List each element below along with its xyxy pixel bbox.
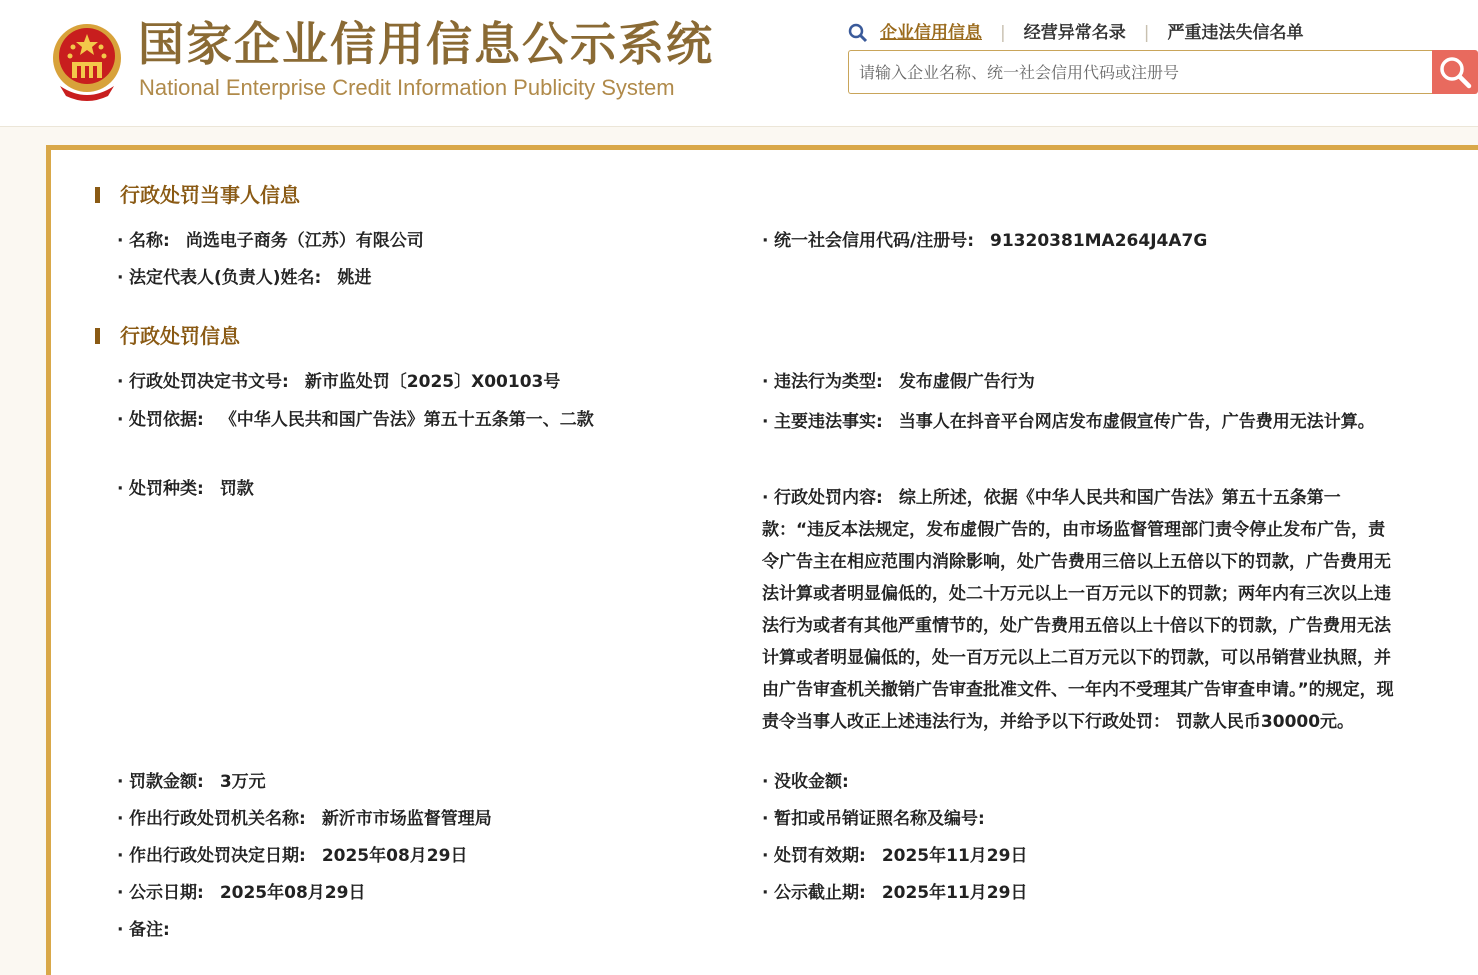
nav-serious-violation[interactable]: 严重违法失信名单	[1167, 23, 1304, 43]
field-name-label: 名称:	[129, 231, 170, 251]
field-authority-value: 新沂市市场监督管理局	[321, 809, 492, 829]
field-valid-period-value: 2025年11月29日	[881, 846, 1028, 866]
field-doc-no-value: 新市监处罚〔2025〕X00103号	[304, 372, 561, 392]
field-license: · 暂扣或吊销证照名称及编号:	[762, 809, 985, 829]
field-decision-date: · 作出行政处罚决定日期: 2025年08月29日	[117, 846, 468, 866]
site-title-en: National Enterprise Credit Information Publicity System	[139, 75, 675, 100]
field-legal-rep-value: 姚进	[337, 268, 372, 288]
field-kind-value: 罚款	[219, 479, 254, 499]
field-publish-date: · 公示日期: 2025年08月29日	[117, 883, 366, 903]
field-facts-label: 主要违法事实:	[774, 412, 883, 432]
field-violation-type-label: 违法行为类型:	[774, 372, 883, 392]
section-marker	[95, 328, 100, 344]
nav-enterprise-credit[interactable]: 企业信用信息	[880, 23, 982, 43]
field-basis-value: 《中华人民共和国广告法》第五十五条第一、二款	[219, 410, 594, 430]
field-kind-label: 处罚种类:	[129, 479, 204, 499]
field-doc-no-label: 行政处罚决定书文号:	[129, 372, 289, 392]
field-violation-type-value: 发布虚假广告行为	[898, 372, 1035, 392]
field-credit-code-value: 91320381MA264J4A7G	[990, 231, 1208, 251]
search-box	[848, 50, 1432, 94]
field-fine-label: 罚款金额:	[129, 772, 204, 792]
field-name-value: 尚选电子商务（江苏）有限公司	[185, 231, 424, 251]
field-violation-type: · 违法行为类型: 发布虚假广告行为	[762, 372, 1035, 392]
nav-divider: |	[1000, 23, 1006, 43]
magnifier-icon	[848, 23, 868, 43]
search-button[interactable]	[1432, 50, 1478, 94]
field-credit-code-label: 统一社会信用代码/注册号:	[774, 231, 975, 251]
field-doc-no: · 行政处罚决定书文号: 新市监处罚〔2025〕X00103号	[117, 372, 561, 392]
field-license-label: 暂扣或吊销证照名称及编号:	[774, 809, 985, 829]
field-content: · 行政处罚内容: 综上所述，依据《中华人民共和国广告法》第五十五条第一款：“违反本法规定，发布虚假广告的，由市场监督管理部门责令停止发布广告，责令广告主在相应范围内消除影响，处广告费用三倍以上五倍以下的罚款，广告费用无法计算或者明显偏低的，处二十万元以上一百万元以下的罚款；两年内有三次以上违法行为或者有其他严重情节的，处广告费用五倍以上十倍以下的罚款，广告费用无法计算或者明显偏低的，处一百万元以上二百万元以下的罚款，可以吊销营业执照，并由广告审查机关撤销广告审查批准文件、一年内不受理其广告审查申请。”的规定，现责令当事人改正上述违法行为，并给予以下行政处罚： 罚款人民币30000元。	[762, 488, 1394, 732]
field-valid-period-label: 处罚有效期:	[774, 846, 866, 866]
field-name: · 名称: 尚选电子商务（江苏）有限公司	[117, 231, 424, 251]
field-decision-date-label: 作出行政处罚决定日期:	[129, 846, 306, 866]
field-publish-date-value: 2025年08月29日	[219, 883, 366, 903]
field-fine-value: 3万元	[219, 772, 266, 792]
section-title-party	[95, 181, 300, 209]
field-basis-label: 处罚依据:	[129, 410, 204, 430]
national-emblem-icon	[48, 20, 126, 102]
nav-divider: |	[1143, 23, 1150, 43]
field-fine: · 罚款金额: 3万元	[117, 772, 266, 792]
field-basis: · 处罚依据: 《中华人民共和国广告法》第五十五条第一、二款	[117, 410, 594, 430]
site-title-cn: 国家企业信用信息公示系统	[138, 17, 714, 71]
detail-panel	[46, 145, 1478, 975]
field-content-value: 综上所述，依据《中华人民共和国广告法》第五十五条第一款：“违反本法规定，发布虚假广告的，由市场监督管理部门责令停止发布广告，责令广告主在相应范围内消除影响，处广告费用三倍以上五倍以下的罚款，广告费用无法计算或者明显偏低的，处二十万元以上一百万元以下的罚款；两年内有三次以上违法行为或者有其他严重情节的，处广告费用五倍以上十倍以下的罚款，广告费用无法计算或者明显偏低的，处一百万元以上二百万元以下的罚款，可以吊销营业执照，并由广告审查机关撤销广告审查批准文件、一年内不受理其广告审查申请。”的规定，现责令当事人改正上述违法行为，并给予以下行政处罚： 罚款人民币30000元。	[762, 488, 1394, 732]
field-content-label: 行政处罚内容:	[774, 488, 883, 508]
field-publish-date-label: 公示日期:	[129, 883, 204, 903]
field-confiscate: · 没收金额:	[762, 772, 849, 792]
section-title-party-text: 行政处罚当事人信息	[120, 183, 300, 207]
field-credit-code: · 统一社会信用代码/注册号: 91320381MA264J4A7G	[762, 231, 1208, 251]
field-valid-period: · 处罚有效期: 2025年11月29日	[762, 846, 1028, 866]
field-facts: · 主要违法事实: 当事人在抖音平台网店发布虚假宣传广告，广告费用无法计算。	[762, 412, 1375, 432]
field-confiscate-label: 没收金额:	[774, 772, 849, 792]
search-input[interactable]	[849, 51, 1432, 93]
top-nav	[848, 20, 1303, 46]
field-authority-label: 作出行政处罚机关名称:	[129, 809, 306, 829]
field-publish-deadline-label: 公示截止期:	[774, 883, 866, 903]
section-title-penalty	[95, 322, 240, 350]
section-marker	[95, 187, 100, 203]
nav-abnormal-list[interactable]: 经营异常名录	[1023, 23, 1126, 43]
site-header	[0, 0, 1478, 127]
field-publish-deadline-value: 2025年11月29日	[881, 883, 1028, 903]
field-authority: · 作出行政处罚机关名称: 新沂市市场监督管理局	[117, 809, 492, 829]
field-remark: · 备注:	[117, 920, 170, 940]
field-legal-rep-label: 法定代表人(负责人)姓名:	[129, 268, 322, 288]
field-publish-deadline: · 公示截止期: 2025年11月29日	[762, 883, 1028, 903]
section-title-penalty-text: 行政处罚信息	[120, 324, 240, 348]
field-facts-value: 当事人在抖音平台网店发布虚假宣传广告，广告费用无法计算。	[898, 412, 1375, 432]
field-decision-date-value: 2025年08月29日	[321, 846, 468, 866]
field-kind: · 处罚种类: 罚款	[117, 479, 254, 499]
search-icon	[1438, 55, 1472, 89]
field-legal-rep: · 法定代表人(负责人)姓名: 姚进	[117, 268, 372, 288]
field-remark-label: 备注:	[129, 920, 170, 940]
